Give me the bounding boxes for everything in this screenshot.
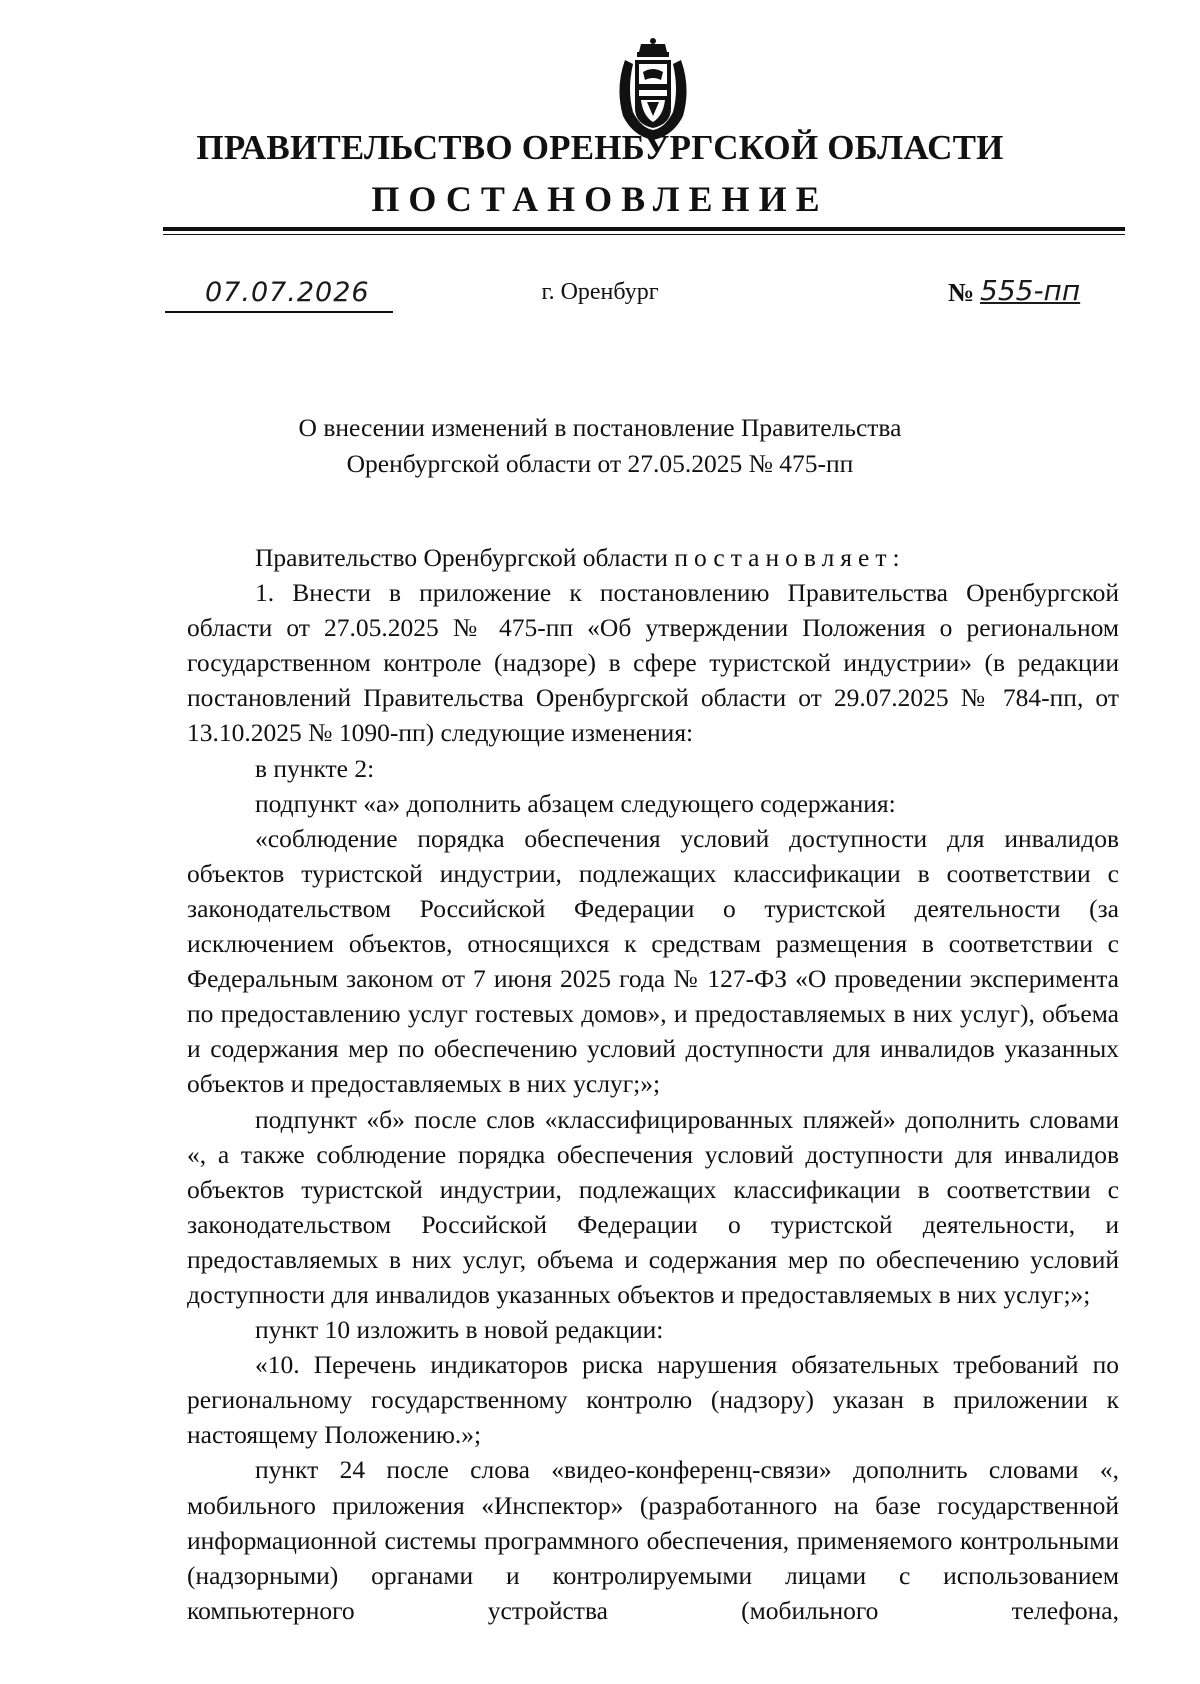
document-body [187,540,1119,1628]
title-line-2: Оренбургской области от 27.05.2025 № 475-пп [346,449,854,478]
paragraph-subpoint-a-text: «соблюдение порядка обеспечения условий доступности для инвалидов объектов туристской индустрии, подлежащих классификации в соответствии с законодательством Российской Федерации о туристской деятельности (за исключением объектов, относящихся к средствам размещения в соответствии с Федеральным законом от 7 июня 2025 года № 127-ФЗ «О проведении эксперимента по предоставлению услуг гостевых домов», и предоставляемых в них услуг), объема и содержания мер по обеспечению условий доступности для инвалидов указанных объектов и предоставляемых в них услуг;»; [187,823,1119,1099]
preamble-resolves: постановляет: [674,543,906,572]
document-title [0,410,1200,482]
paragraph-point-24: пункт 24 после слова «видео-конференц-связи» дополнить словами «, мобильного приложения «Инспектор» (разработанного на базе государственной информационной системы программного обеспечения, применяемого контрольными (надзорными) органами и контролируемыми лицами с использованием компьютерного устройства (мобильного телефона, [187,1455,1119,1625]
document-city: г. Оренбург [541,279,659,305]
date-underline [165,311,393,313]
paragraph-subpoint-a: подпункт «а» дополнить абзацем следующего содержания: [255,788,896,818]
paragraph-preamble [187,540,1119,575]
oren-coat-of-arms-icon [615,38,691,142]
document-date: 07.07.2026 [205,277,370,308]
paragraph-subpoint-b: подпункт «б» после слов «классифицированных пляжей» дополнить словами «, а также соблюдение порядка обеспечения условий доступности для инвалидов объектов туристской индустрии, подлежащих классификации в соответствии с законодательством Российской Федерации о туристской деятельности, и предоставляемых в них услуг, объема и содержания мер по обеспечению условий доступности для инвалидов указанных объектов и предоставляемых в них услуг;»; [187,1104,1119,1309]
number-sign: № [948,278,975,307]
title-line-1: О внесении изменений в постановление Правительства [298,413,902,442]
paragraph-point-10-text: «10. Перечень индикаторов риска нарушения обязательных требований по региональному государственному контролю (надзору) указан в приложении к настоящему Положению.»; [187,1350,1119,1450]
header-divider-thin [163,234,1125,235]
preamble-lead: Правительство Оренбургской области [255,543,668,572]
header-divider-thick [163,227,1125,231]
paragraph-item-1: 1. Внести в приложение к постановлению Правительства Оренбургской области от 27.05.2025 № 475-пп «Об утверждении Положения о региональном государственном контроле (надзоре) в сфере туристской индустрии» (в редакции постановлений Правительства Оренбургской области от 29.07.2025 № 784-пп, от 13.10.2025 № 1090-пп) следующие изменения: [187,578,1119,748]
paragraph-point-2: в пункте 2: [255,753,375,783]
document-number: 555-пп [980,274,1081,307]
paragraph-point-10: пункт 10 изложить в новой редакции: [255,1315,664,1345]
organization-name: ПРАВИТЕЛЬСТВО ОРЕНБУРГСКОЙ ОБЛАСТИ [196,128,1004,167]
document-type: ПОСТАНОВЛЕНИЕ [371,179,829,219]
